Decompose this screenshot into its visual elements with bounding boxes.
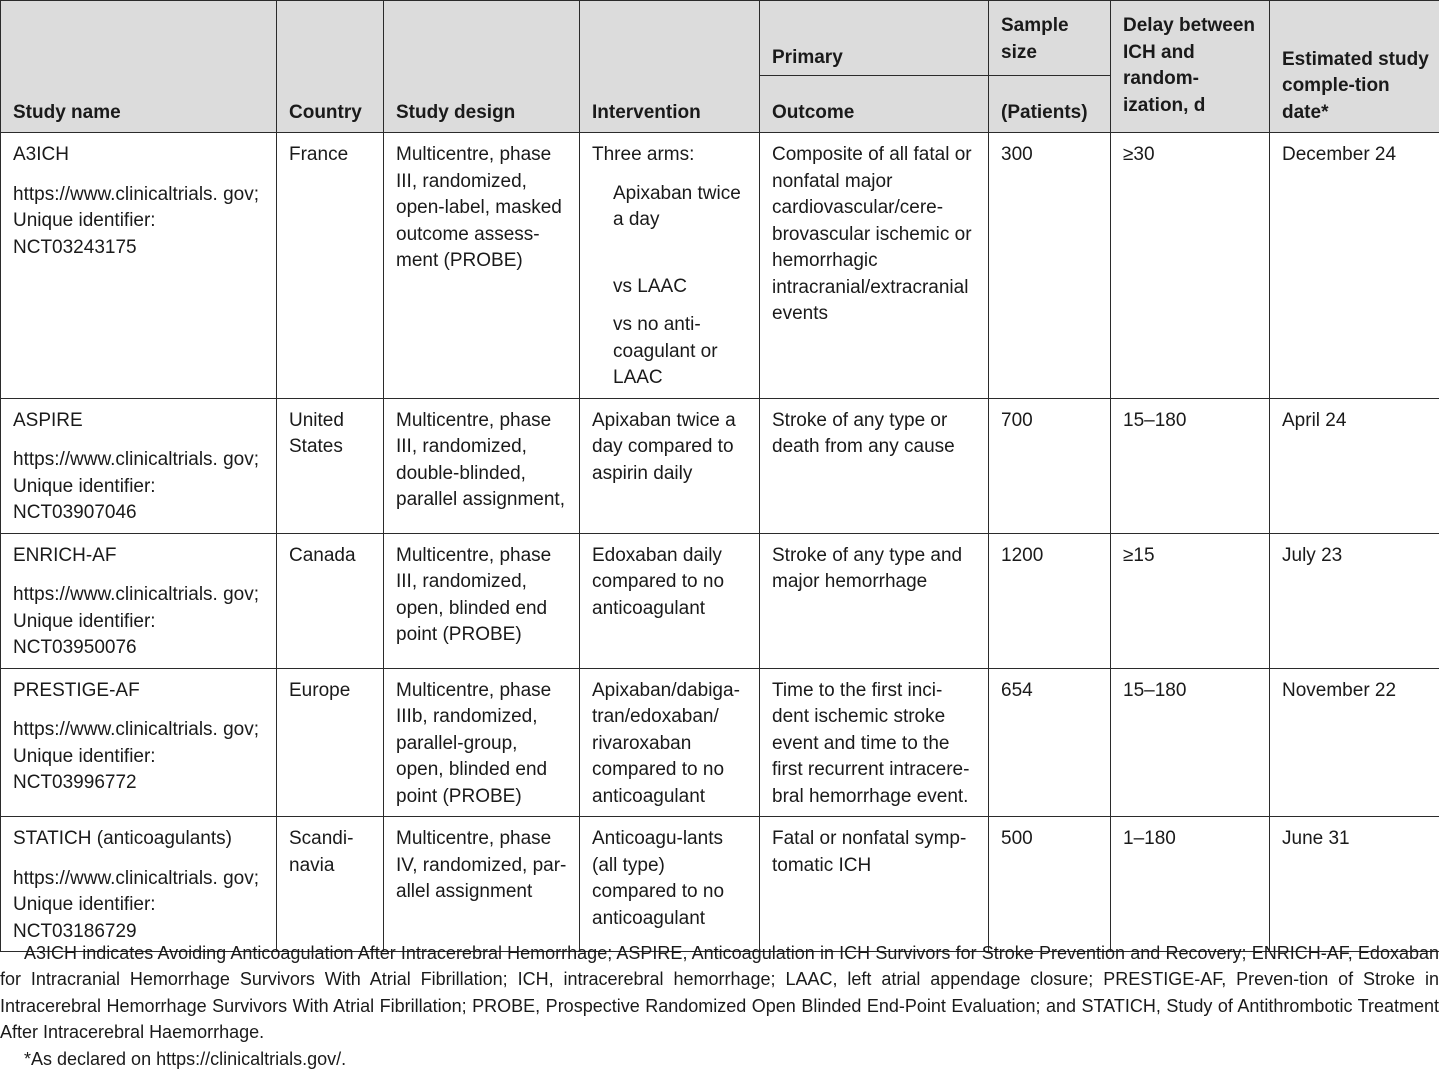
cell-completion: April 24 (1270, 398, 1439, 533)
cell-country: Europe (277, 668, 384, 817)
cell-sample: 1200 (989, 533, 1111, 668)
cell-intervention (580, 133, 760, 399)
arms-title: Three arms: (592, 144, 695, 165)
study-link[interactable]: https://www.clinicaltrials. gov; Unique identifier: NCT03996772 (13, 719, 260, 793)
header-estimated-completion: Estimated study comple-tion date* (1270, 1, 1439, 133)
study-link[interactable]: https://www.clinicaltrials. gov; Unique identifier: NCT03907046 (13, 449, 260, 523)
cell-design: Multicentre, phase IIIb, randomized, parallel-group, open, blinded end point (PROBE) (384, 668, 580, 817)
cell-delay: 15–180 (1111, 398, 1270, 533)
cell-study (1, 668, 277, 817)
cell-country: United States (277, 398, 384, 533)
table-row (1, 398, 1439, 533)
cell-sample: 500 (989, 817, 1111, 952)
arm-item: Apixaban twice a day (613, 182, 741, 230)
cell-completion: December 24 (1270, 133, 1439, 399)
header-intervention: Intervention (580, 1, 760, 133)
cell-study (1, 133, 277, 399)
header-study-name: Study name (1, 1, 277, 133)
cell-study (1, 398, 277, 533)
arm-item: vs LAAC (613, 275, 687, 297)
cell-country: Scandi-navia (277, 817, 384, 952)
header-outcome: Outcome (760, 76, 989, 133)
cell-intervention: Edoxaban daily compared to no anticoagulant (580, 533, 760, 668)
table-row (1, 668, 1439, 817)
cell-outcome: Time to the first inci-dent ischemic stroke event and time to the first recurrent intracere-bral hemorrhage event. (760, 668, 989, 817)
study-link[interactable]: https://www.clinicaltrials. gov; Unique identifier: NCT03950076 (13, 584, 260, 658)
cell-intervention: Apixaban/dabiga-tran/edoxaban/ rivaroxaban compared to no anticoagulant (580, 668, 760, 817)
table-row (1, 133, 1439, 399)
cell-country: Canada (277, 533, 384, 668)
cell-delay: ≥15 (1111, 533, 1270, 668)
cell-design: Multicentre, phase IV, randomized, par-allel assignment (384, 817, 580, 952)
study-name: ENRICH-AF (13, 544, 117, 566)
study-name: ASPIRE (13, 409, 83, 431)
cell-outcome: Stroke of any type or death from any cause (760, 398, 989, 533)
cell-outcome: Stroke of any type and major hemorrhage (760, 533, 989, 668)
cell-completion: November 22 (1270, 668, 1439, 817)
arm-item: vs no anti-coagulant or LAAC (613, 314, 718, 388)
study-link[interactable]: https://www.clinicaltrials. gov; Unique identifier: NCT03243175 (13, 183, 260, 258)
cell-delay: ≥30 (1111, 133, 1270, 399)
cell-design: Multicentre, phase III, randomized, double-blinded, parallel assignment, (384, 398, 580, 533)
cell-sample: 300 (989, 133, 1111, 399)
cell-sample: 654 (989, 668, 1111, 817)
abbreviations-footnote: A3ICH indicates Avoiding Anticoagulation After Intracerebral Hemorrhage; ASPIRE, Anticoagulation in ICH Survivors for Stroke Prevention and Recovery; ENRICH-AF, Edoxaban for Intracranial Hemorrhage Survivors With Atrial Fibrillation; ICH, intracerebral hemorrhage; LAAC, left atrial appendage closure; PRESTIGE-AF, Preven-tion of Stroke in Intracerebral Hemorrhage Survivors With Atrial Fibrillation; PROBE, Prospective Randomized Open Blinded End-Point Evaluation; and STATICH, Study of Antithrombotic Treatment After Intracerebral Haemorrhage. (0, 943, 1439, 1043)
table-row (1, 817, 1439, 952)
table-footnotes (0, 940, 1439, 1072)
study-link[interactable]: https://www.clinicaltrials. gov; Unique identifier: NCT03186729 (13, 867, 260, 942)
cell-country: France (277, 133, 384, 399)
header-sample-size: Sample size (989, 1, 1111, 76)
cell-intervention: Anticoagu-lants (all type) compared to no anticoagulant (580, 817, 760, 952)
cell-outcome: Composite of all fatal or nonfatal major cardiovascular/cere-brovascular ischemic or hemorrhagic intracranial/extracranial events (760, 133, 989, 399)
header-patients: (Patients) (989, 76, 1111, 133)
study-name: STATICH (anticoagulants) (13, 828, 232, 849)
study-name: A3ICH (13, 144, 69, 165)
cell-completion: July 23 (1270, 533, 1439, 668)
study-name: PRESTIGE-AF (13, 679, 140, 701)
cell-delay: 15–180 (1111, 668, 1270, 817)
cell-delay: 1–180 (1111, 817, 1270, 952)
header-country: Country (277, 1, 384, 133)
cell-study (1, 817, 277, 952)
header-primary: Primary (760, 1, 989, 76)
cell-intervention: Apixaban twice a day compared to aspirin daily (580, 398, 760, 533)
header-study-design: Study design (384, 1, 580, 133)
cell-outcome: Fatal or nonfatal symp-tomatic ICH (760, 817, 989, 952)
source-footnote: *As declared on https://clinicaltrials.gov/. (24, 1048, 347, 1069)
cell-study (1, 533, 277, 668)
header-delay: Delay between ICH and random-ization, d (1111, 1, 1270, 133)
table-body (1, 133, 1439, 952)
cell-completion: June 31 (1270, 817, 1439, 952)
cell-design: Multicentre, phase III, randomized, open-label, masked outcome assess-ment (PROBE) (384, 133, 580, 399)
cell-sample: 700 (989, 398, 1111, 533)
table-header (1, 1, 1439, 133)
table-row (1, 533, 1439, 668)
cell-design: Multicentre, phase III, randomized, open, blinded end point (PROBE) (384, 533, 580, 668)
